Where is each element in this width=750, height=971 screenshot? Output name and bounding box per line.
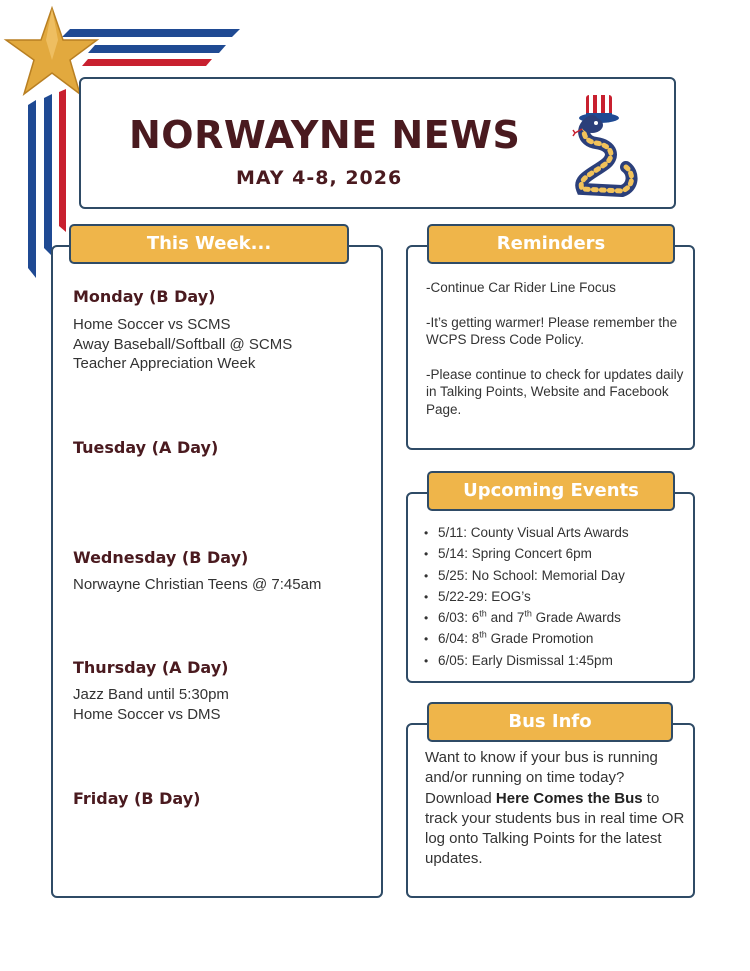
header-box — [79, 77, 676, 209]
event-text: and 7 — [486, 610, 525, 626]
ordinal-suffix: th — [479, 608, 487, 619]
event-item — [424, 607, 629, 628]
list-item: Teacher Appreciation Week — [73, 355, 256, 372]
list-item: Jazz Band until 5:30pm — [73, 686, 229, 703]
day-heading-tuesday: Tuesday (A Day) — [73, 438, 219, 457]
day-heading-thursday: Thursday (A Day) — [73, 658, 229, 677]
reminder-item: -Please continue to check for updates daily in Talking Points, Website and Facebook Page. — [426, 366, 684, 417]
event-item: • 5/14: Spring Concert 6pm — [424, 543, 629, 564]
day-items-thursday — [73, 685, 229, 724]
event-item — [424, 628, 629, 649]
bus-info-text — [425, 748, 690, 870]
bus-info-tab: Bus Info — [427, 702, 673, 742]
day-items-wednesday — [73, 575, 321, 595]
day-heading-friday: Friday (B Day) — [73, 789, 201, 808]
snake-mascot-icon — [572, 93, 642, 197]
this-week-tab: This Week... — [69, 224, 349, 264]
list-item: Away Baseball/Softball @ SCMS — [73, 335, 293, 353]
bus-download-prefix: Download — [425, 789, 496, 807]
event-item: • 6/05: Early Dismissal 1:45pm — [424, 650, 629, 671]
event-item: • 5/22-29: EOG’s — [424, 586, 629, 607]
page-title: NORWAYNE NEWS — [129, 113, 521, 157]
event-text: 6/04: 8 — [438, 631, 480, 647]
bus-download — [425, 789, 690, 870]
week-date: MAY 4-8, 2026 — [236, 167, 403, 189]
reminders-tab: Reminders — [427, 224, 675, 264]
reminder-item: -It’s getting warmer! Please remember the WCPS Dress Code Policy. — [426, 314, 678, 347]
event-item: • 5/25: No School: Memorial Day — [424, 565, 629, 586]
upcoming-events-tab: Upcoming Events — [427, 471, 675, 511]
event-text: Grade Promotion — [486, 631, 594, 647]
bus-intro: Want to know if your bus is running and/or running on time today? — [425, 749, 658, 787]
event-text: 6/03: 6 — [438, 610, 480, 626]
bus-download-suffix: to track your students bus in real time OR log onto Talking Points for the latest updates. — [425, 789, 685, 868]
ordinal-suffix: th — [479, 629, 487, 640]
day-heading-monday: Monday (B Day) — [73, 287, 216, 306]
list-item: Norwayne Christian Teens @ 7:45am — [73, 576, 322, 593]
events-list — [424, 522, 629, 671]
list-item: Home Soccer vs DMS — [73, 705, 221, 723]
day-heading-wednesday: Wednesday (B Day) — [73, 548, 249, 567]
ordinal-suffix: th — [524, 608, 532, 619]
list-item: Home Soccer vs SCMS — [73, 316, 231, 333]
app-name: Here Comes the Bus — [495, 789, 643, 807]
reminder-item: -Continue Car Rider Line Focus — [426, 280, 616, 295]
event-text: Grade Awards — [531, 610, 621, 626]
day-items-monday — [73, 315, 292, 374]
reminders-list — [426, 279, 688, 435]
event-item: • 5/11: County Visual Arts Awards — [424, 522, 629, 543]
